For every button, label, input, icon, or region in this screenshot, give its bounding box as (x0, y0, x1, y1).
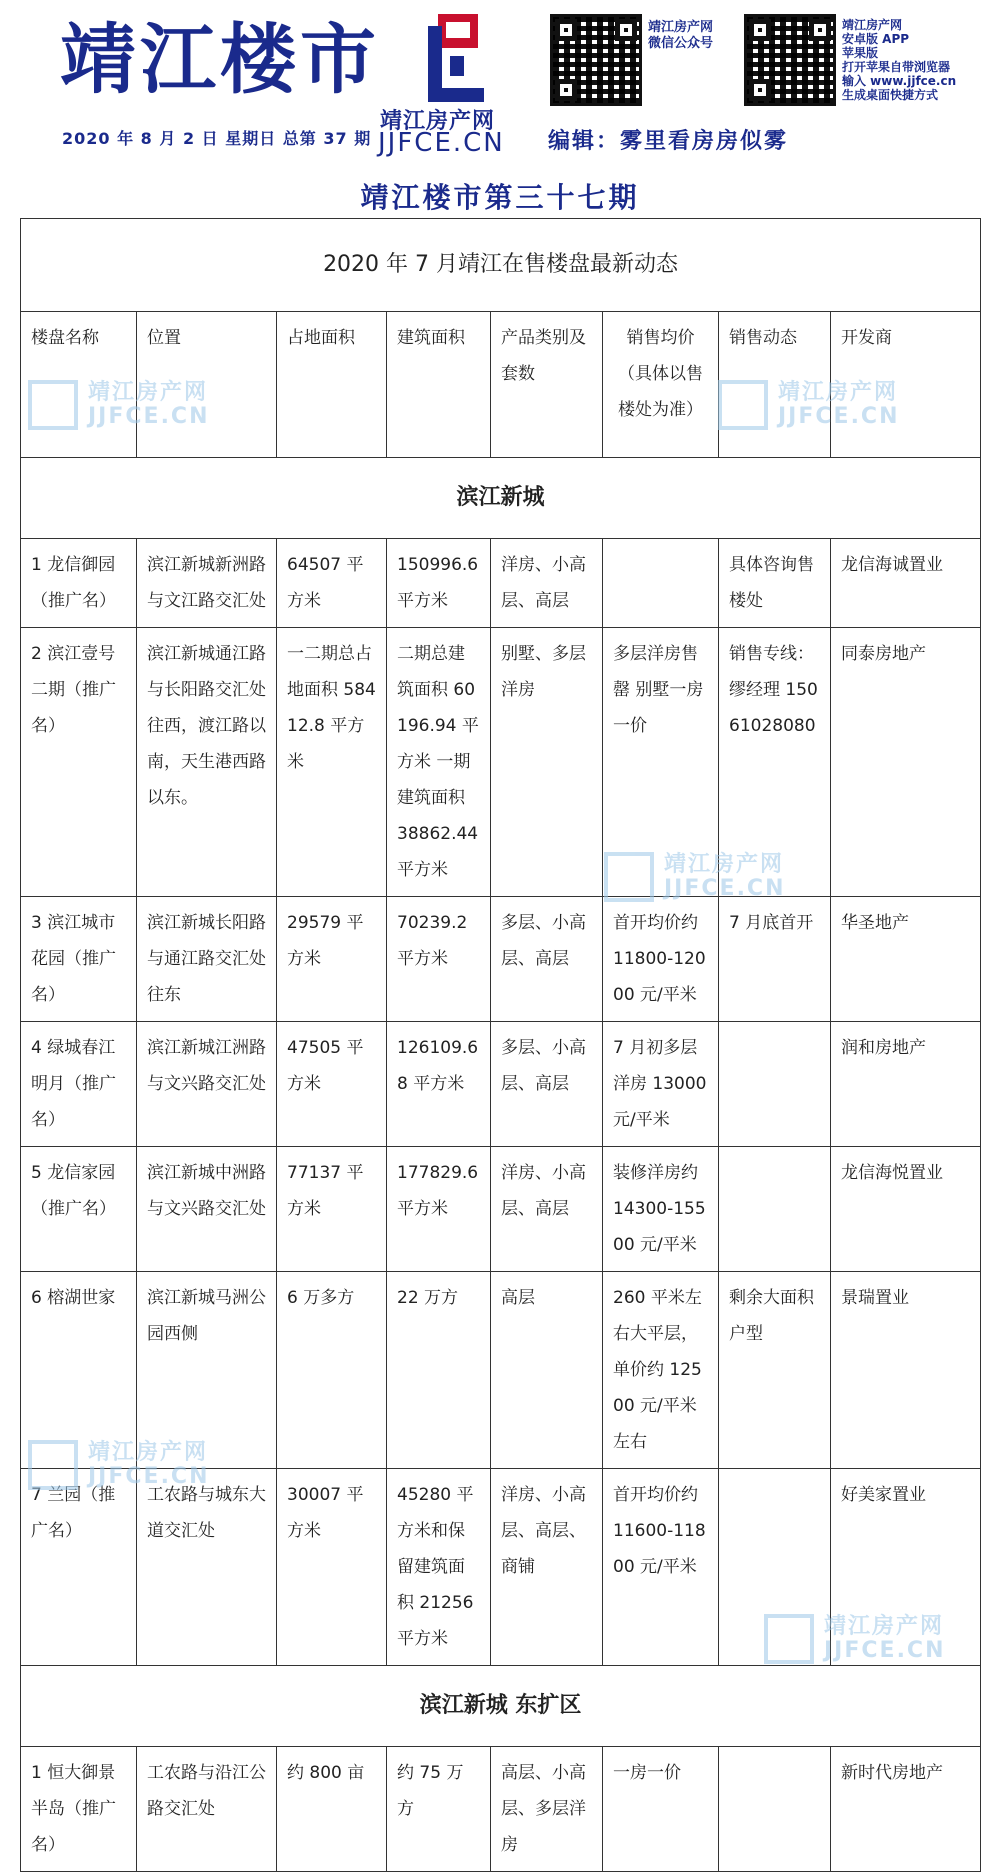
section-row (21, 458, 981, 539)
table-cell: 工农路与城东大道交汇处 (137, 1469, 277, 1666)
table-cell: 高层 (491, 1272, 603, 1469)
table-cell: 260 平米左右大平层，单价约 12500 元/平米左右 (603, 1272, 719, 1469)
table-cell: 一房一价 (603, 1747, 719, 1872)
wechat-qr-caption: 靖江房产网 微信公众号 (648, 20, 714, 51)
table-cell: 首开均价约 11800-12000 元/平米 (603, 897, 719, 1022)
table-cell: 29579 平方米 (277, 897, 387, 1022)
table-cell: 多层洋房售罄 别墅一房一价 (603, 628, 719, 897)
table-cell: 新时代房地产 (831, 1747, 981, 1872)
table-cell: 1 龙信御园（推广名） (21, 539, 137, 628)
section-row (21, 1666, 981, 1747)
table-cell: 华圣地产 (831, 897, 981, 1022)
table-row (21, 1022, 981, 1147)
table-cell: 多层、小高层、高层 (491, 1022, 603, 1147)
table-row (21, 897, 981, 1022)
brand-title: 靖江楼市 (60, 15, 380, 104)
table-cell: 首开均价约 11600-11800 元/平米 (603, 1469, 719, 1666)
app-qr-code[interactable] (744, 14, 836, 106)
table-cell: 装修洋房约 14300-15500 元/平米 (603, 1147, 719, 1272)
table-cell (603, 539, 719, 628)
issue-title: 靖江楼市第三十七期 (360, 181, 640, 214)
table-title: 2020 年 7 月靖江在售楼盘最新动态 (21, 219, 981, 312)
table-cell: 6 榕湖世家 (21, 1272, 137, 1469)
column-header: 销售均价（具体以售楼处为准） (603, 312, 719, 458)
table-cell: 滨江新城通江路与长阳路交汇处往西，渡江路以南，天生港西路以东。 (137, 628, 277, 897)
table-cell: 70239.2 平方米 (387, 897, 491, 1022)
table-cell: 6 万多方 (277, 1272, 387, 1469)
table-cell: 64507 平方米 (277, 539, 387, 628)
table-cell: 洋房、小高层、高层 (491, 539, 603, 628)
table-cell: 177829.6 平方米 (387, 1147, 491, 1272)
watermark: 靖江房产网 JJFCE.CN (604, 852, 786, 902)
table-cell: 30007 平方米 (277, 1469, 387, 1666)
table-row (21, 1747, 981, 1872)
table-cell (719, 1147, 831, 1272)
table-cell: 约 75 万方 (387, 1747, 491, 1872)
table-cell: 7 兰园（推广名） (21, 1469, 137, 1666)
table-cell: 景瑞置业 (831, 1272, 981, 1469)
watermark: 靖江房产网 JJFCE.CN (28, 380, 210, 430)
table-cell: 22 万方 (387, 1272, 491, 1469)
column-header: 开发商 (831, 312, 981, 458)
column-header: 建筑面积 (387, 312, 491, 458)
watermark: 靖江房产网 JJFCE.CN (718, 380, 900, 430)
logo-name-en: JJFCE.CN (378, 128, 505, 158)
table-row (21, 1469, 981, 1666)
listings-table (20, 218, 981, 1872)
table-cell: 工农路与沿江公路交汇处 (137, 1747, 277, 1872)
table-cell: 7 月底首开 (719, 897, 831, 1022)
table-row (21, 1272, 981, 1469)
table-cell: 1 恒大御景半岛（推广名） (21, 1747, 137, 1872)
table-cell: 2 滨江壹号二期（推广名） (21, 628, 137, 897)
issue-date: 2020 年 8 月 2 日 星期日 总第 37 期 (62, 129, 372, 148)
table-cell: 47505 平方米 (277, 1022, 387, 1147)
table-row (21, 628, 981, 897)
table-title-row (21, 219, 981, 312)
table-cell: 同泰房地产 (831, 628, 981, 897)
column-header: 产品类别及套数 (491, 312, 603, 458)
table-cell: 洋房、小高层、高层、商铺 (491, 1469, 603, 1666)
jjfce-logo-icon (398, 12, 498, 102)
table-cell: 好美家置业 (831, 1469, 981, 1666)
table-cell: 4 绿城春江明月（推广名） (21, 1022, 137, 1147)
app-qr-caption: 靖江房产网 安卓版 APP 苹果版 打开苹果自带浏览器 输入 www.jjfce.cn 生成桌面快捷方式 (842, 18, 957, 102)
watermark: 靖江房产网 JJFCE.CN (28, 1440, 210, 1490)
table-cell: 具体咨询售楼处 (719, 539, 831, 628)
wechat-qr-code[interactable] (550, 14, 642, 106)
watermark: 靖江房产网 JJFCE.CN (764, 1614, 946, 1664)
table-cell: 二期总建筑面积 60196.94 平方米 一期建筑面积 38862.44 平方米 (387, 628, 491, 897)
column-header: 位置 (137, 312, 277, 458)
table-cell: 剩余大面积户型 (719, 1272, 831, 1469)
table-row (21, 539, 981, 628)
table-cell (719, 1022, 831, 1147)
table-header-row (21, 312, 981, 458)
table-cell: 滨江新城马洲公园西侧 (137, 1272, 277, 1469)
table-cell: 150996.6 平方米 (387, 539, 491, 628)
column-header: 楼盘名称 (21, 312, 137, 458)
column-header: 销售动态 (719, 312, 831, 458)
table-cell (719, 1469, 831, 1666)
logo-name-cn: 靖江房产网 (380, 109, 496, 134)
table-cell: 5 龙信家园（推广名） (21, 1147, 137, 1272)
table-row (21, 1147, 981, 1272)
column-header: 占地面积 (277, 312, 387, 458)
table-cell: 滨江新城中洲路与文兴路交汇处 (137, 1147, 277, 1272)
table-cell: 滨江新城新洲路与文江路交汇处 (137, 539, 277, 628)
table-cell (719, 1747, 831, 1872)
table-cell: 高层、小高层、多层洋房 (491, 1747, 603, 1872)
table-cell: 滨江新城长阳路与通江路交汇处往东 (137, 897, 277, 1022)
section-heading: 滨江新城 东扩区 (21, 1666, 981, 1747)
table-cell: 多层、小高层、高层 (491, 897, 603, 1022)
table-cell: 3 滨江城市花园（推广名） (21, 897, 137, 1022)
section-heading: 滨江新城 (21, 458, 981, 539)
table-cell: 滨江新城江洲路与文兴路交汇处 (137, 1022, 277, 1147)
table-cell: 77137 平方米 (277, 1147, 387, 1272)
table-cell: 龙信海诚置业 (831, 539, 981, 628)
table-cell: 一二期总占地面积 58412.8 平方米 (277, 628, 387, 897)
table-cell: 126109.68 平方米 (387, 1022, 491, 1147)
table-cell: 约 800 亩 (277, 1747, 387, 1872)
masthead (0, 0, 1000, 170)
table-cell: 7 月初多层洋房 13000 元/平米 (603, 1022, 719, 1147)
editor-line: 编辑：雾里看房房似雾 (548, 129, 789, 154)
table-cell: 龙信海悦置业 (831, 1147, 981, 1272)
table-cell: 销售专线：缪经理 15061028080 (719, 628, 831, 897)
table-cell: 润和房地产 (831, 1022, 981, 1147)
table-cell: 别墅、多层洋房 (491, 628, 603, 897)
table-cell: 洋房、小高层、高层 (491, 1147, 603, 1272)
table-cell: 45280 平方米和保留建筑面积 21256 平方米 (387, 1469, 491, 1666)
